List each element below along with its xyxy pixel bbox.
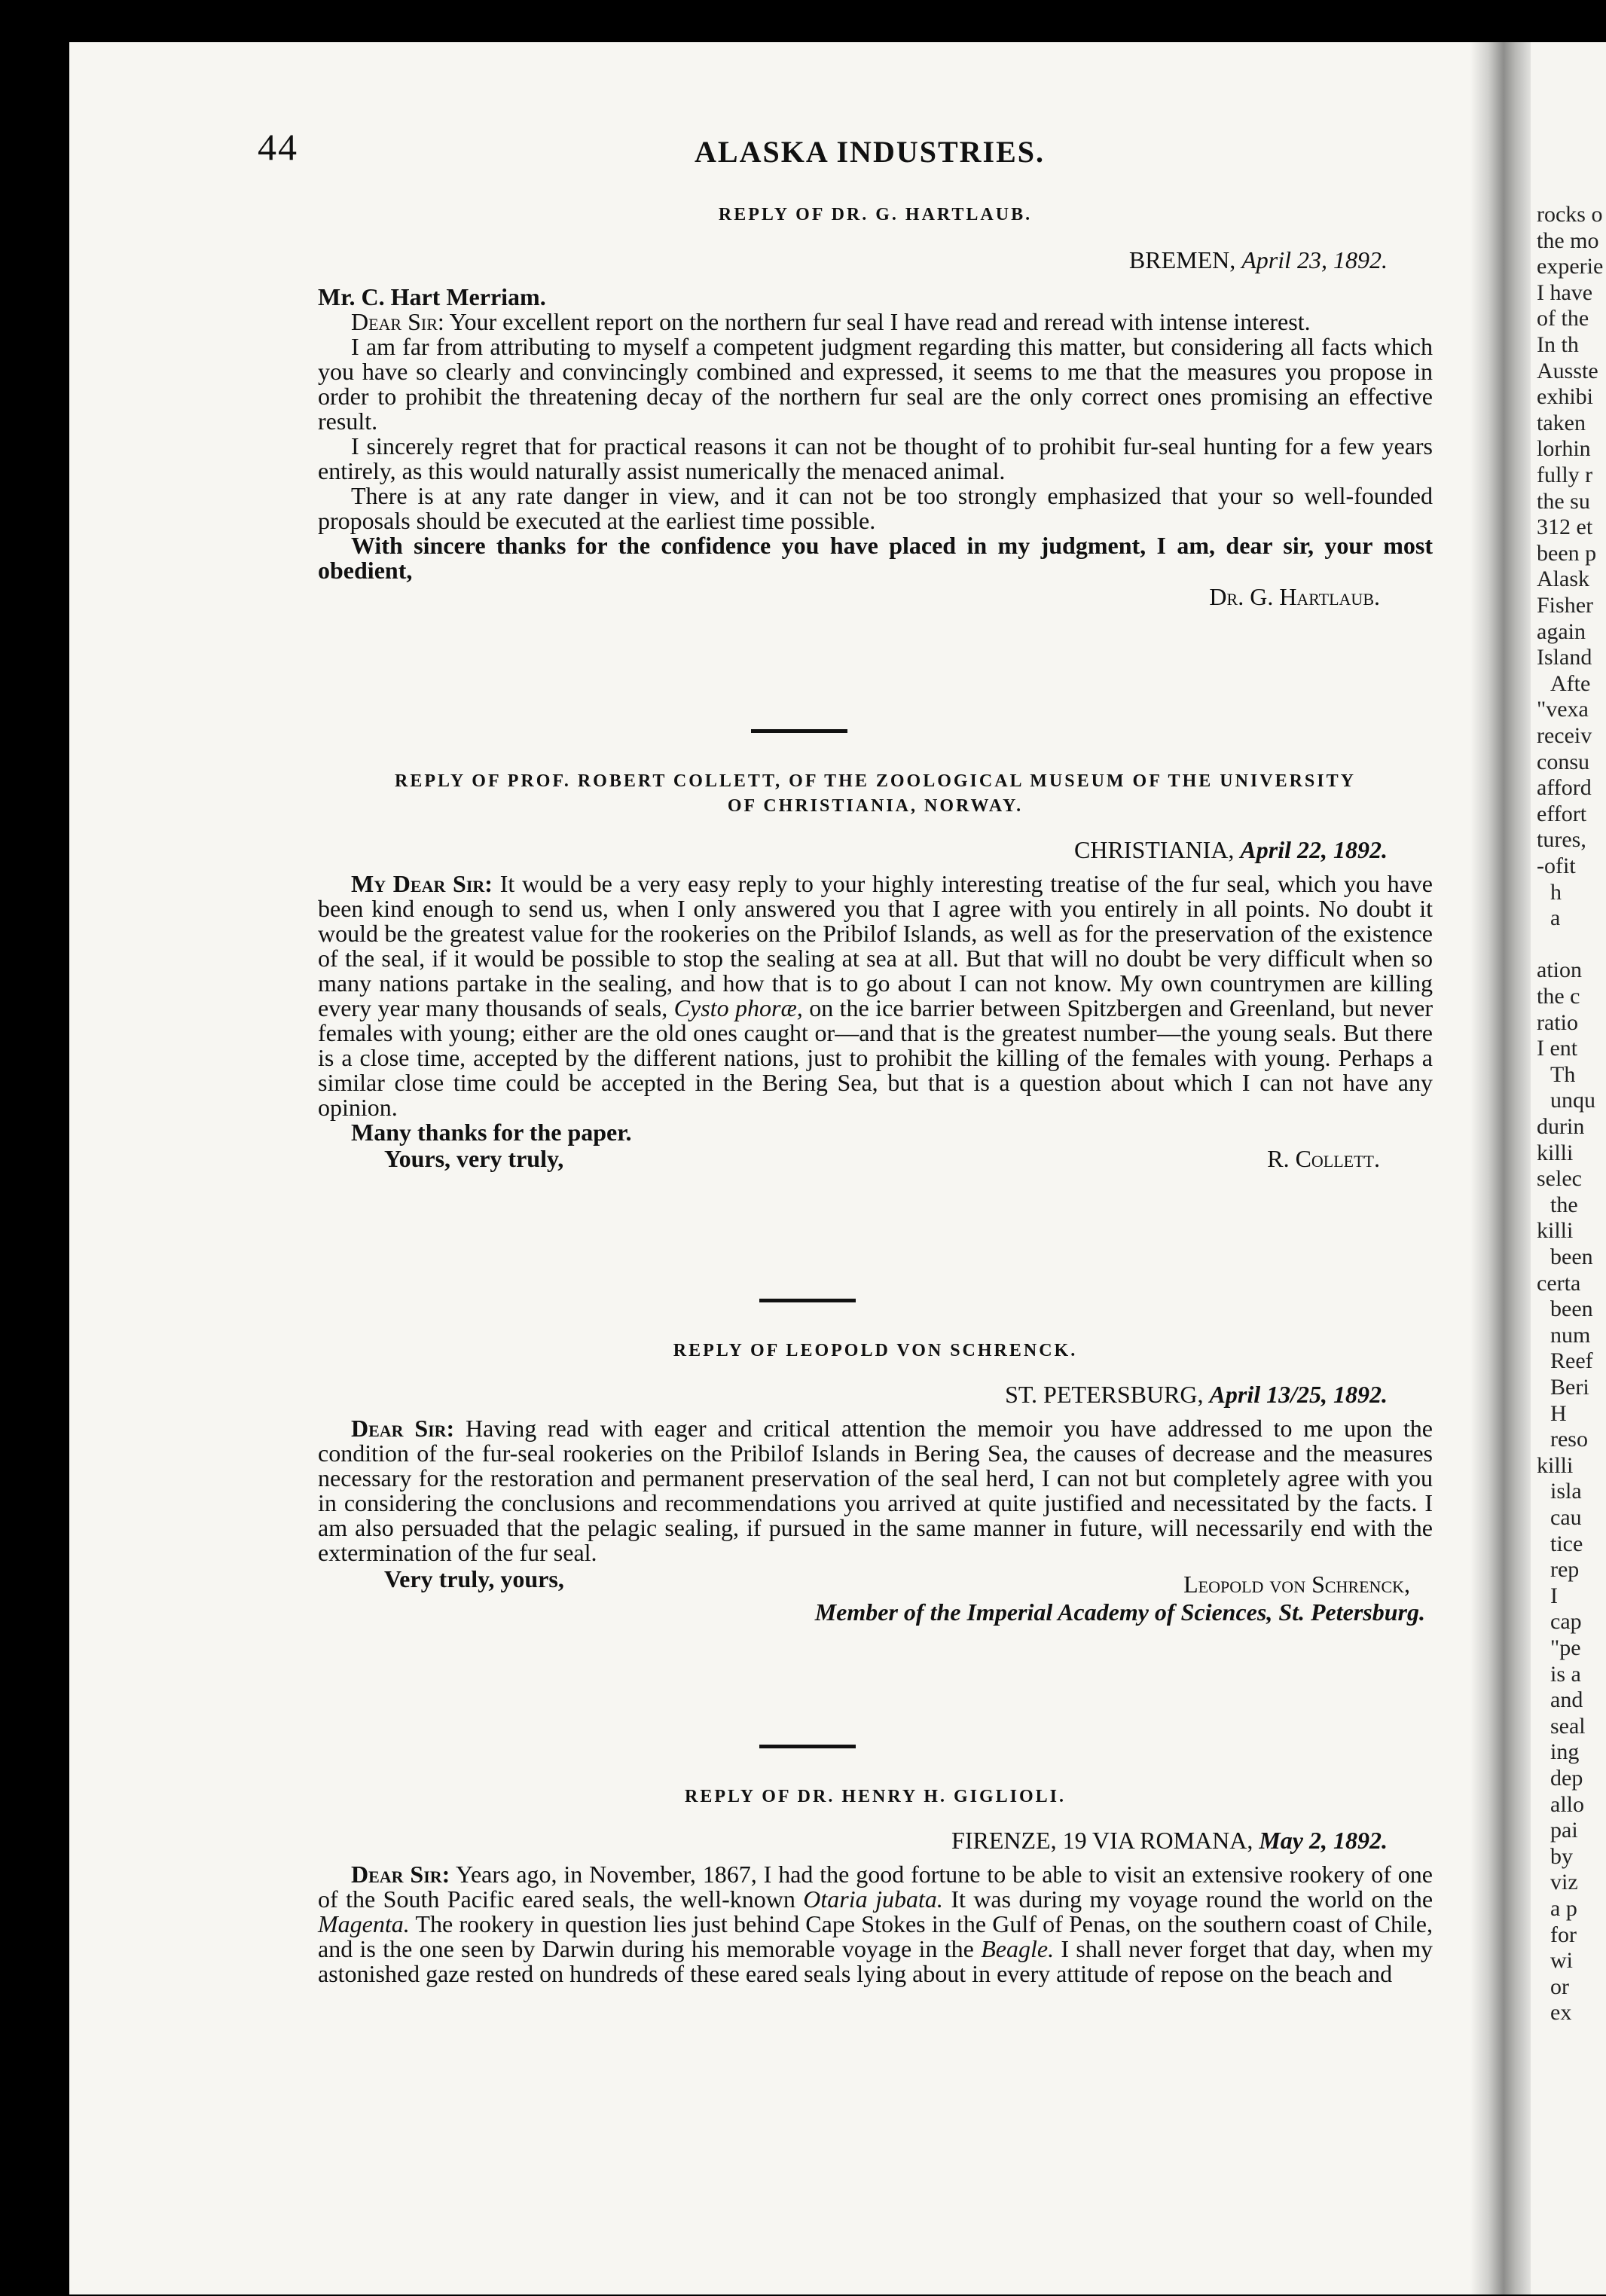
book-gutter	[1470, 42, 1531, 2294]
paragraph: With sincere thanks for the confidence you have placed in my judgment, I am, dear sir, your most obedient,	[318, 532, 1433, 584]
adjacent-page-fragment: killi	[1537, 1140, 1574, 1165]
letter-caption: REPLY OF DR. HENRY H. GIGLIOLI.	[685, 1787, 1066, 1806]
adjacent-page-fragment: been	[1550, 1296, 1593, 1322]
letter-caption: REPLY OF PROF. ROBERT COLLETT, OF THE ZOOLOGICAL MUSEUM OF THE UNIVERSITY	[395, 771, 1356, 791]
separator-rule	[759, 1745, 856, 1748]
dateline-date: April 22, 1892.	[1240, 836, 1388, 863]
signature: Dr. G. Hartlaub.	[1209, 583, 1380, 610]
letter-caption-line2: OF CHRISTIANIA, NORWAY.	[727, 796, 1024, 816]
adjacent-page-fragment: experie	[1537, 254, 1604, 279]
adjacent-page-fragment: rep	[1550, 1557, 1580, 1583]
page-number: 44	[258, 126, 298, 168]
signature: Leopold von Schrenck,	[1183, 1571, 1410, 1598]
adjacent-page-fragment: killi	[1537, 1452, 1574, 1478]
dateline-place: ST. PETERSBURG,	[1005, 1381, 1204, 1408]
adjacent-page-fragment: a p	[1550, 1896, 1577, 1921]
adjacent-page-fragment: Afte	[1550, 670, 1591, 696]
adjacent-page-fragment: fully r	[1537, 463, 1593, 487]
adjacent-page-fragment: I	[1550, 1583, 1558, 1608]
dateline	[318, 246, 1433, 274]
letter-hartlaub	[318, 205, 1433, 611]
letter-caption: REPLY OF DR. G. HARTLAUB.	[718, 205, 1033, 224]
adjacent-page-fragment: wi	[1550, 1948, 1573, 1974]
adjacent-page-fragment: taken	[1537, 410, 1586, 435]
adjacent-page-fragment: and	[1550, 1687, 1583, 1713]
paragraph-text: Years ago, in November, 1867, I had the good fortune to be able to visit an extensive rookery of one of the South Pacific eared seals, the well-known	[318, 1861, 1433, 1913]
adjacent-page-fragment: effort	[1537, 801, 1587, 826]
adjacent-page-fragment: Th	[1550, 1061, 1576, 1087]
paragraph-text: It would be a very easy reply to your highly interesting treatise of the fur seal, which you have been kind enough to send us, when I only answered you that I agree with you entirely in all points. No doubt it would be the greatest value for the rookeries on the Pribilof Islands, as well as for the preservation of the existence of the seal, if it would be possible to stop the sealing at sea at all. But that will no doubt be very difficult when so many nations partake in the sealing, and how that is to go about I can not know. My own countrymen are killing every year many thousands of seals,	[318, 870, 1433, 1021]
letter-collett	[318, 771, 1433, 1172]
paragraph-text: Having read with eager and critical attention the memoir you have addressed to me upon the condition of the fur-seal rookeries on the Pribilof Islands in Bering Sea, the causes of decrease and the measures necessary for the restoration and permanent preservation of the seal herd, I can not but completely agree with you in considering the conclusions and recommendations you arrived at quite justified and necessitated by the facts. I am also persuaded that the pelagic sealing, if pursued in the same manner in future, will necessarily end with the extermination of the fur seal.	[318, 1415, 1433, 1566]
paragraph-text: It was during my voyage round the world on the	[951, 1885, 1433, 1913]
letter-caption: REPLY OF LEOPOLD VON SCHRENCK.	[673, 1341, 1078, 1360]
book-page	[69, 42, 1604, 2294]
adjacent-page-fragment: ratio	[1537, 1009, 1578, 1035]
adjacent-page-fragment: lorhin	[1537, 436, 1591, 462]
salutation: Dear Sir:	[351, 1861, 450, 1888]
adjacent-page-fragment: for	[1550, 1922, 1577, 1947]
adjacent-page-fragment: been p	[1537, 540, 1597, 566]
dateline-place: BREMEN,	[1128, 246, 1236, 273]
dateline-place: CHRISTIANIA,	[1073, 836, 1235, 863]
adjacent-page-fragment: seal	[1550, 1713, 1586, 1739]
adjacent-page-fragment: In th	[1537, 332, 1579, 357]
adjacent-page-fragment: "vexa	[1537, 697, 1589, 722]
adjacent-page-fragment: h	[1550, 879, 1562, 905]
adjacent-page-fragment: rocks o	[1537, 202, 1603, 227]
dateline	[318, 836, 1433, 864]
adjacent-page-fragment: ex	[1550, 2000, 1572, 2026]
adjacent-page-fragment: the	[1550, 1192, 1578, 1217]
adjacent-page-fragment: Alask	[1537, 566, 1589, 592]
paragraph	[318, 1416, 1433, 1565]
adjacent-page-fragment: Ausste	[1537, 358, 1598, 383]
adjacent-page-fragment: durin	[1537, 1114, 1585, 1139]
adjacent-page-fragment: I ent	[1537, 1036, 1578, 1061]
letter-schrenck	[318, 1341, 1433, 1626]
adjacent-page-fragment: -ofit	[1537, 853, 1576, 878]
thanks-line: Many thanks for the paper.	[351, 1119, 632, 1146]
adjacent-page-fragment: I have	[1537, 279, 1593, 305]
adjacent-page-fragment: cap	[1550, 1609, 1582, 1635]
adjacent-page-fragment: dep	[1550, 1766, 1583, 1791]
paragraph-text: Your excellent report on the northern fur seal I have read and reread with intense interest.	[449, 308, 1311, 335]
letter-giglioli	[318, 1787, 1433, 1986]
dateline-place: FIRENZE, 19 VIA ROMANA,	[951, 1827, 1253, 1854]
paragraph	[318, 310, 1433, 334]
adjacent-page-fragment: by	[1550, 1843, 1573, 1869]
salutation: Dear Sir:	[351, 1415, 455, 1442]
species-name: Cysto phoræ,	[673, 994, 803, 1021]
adjacent-page-fragment: the su	[1537, 488, 1590, 514]
paragraph: There is at any rate danger in view, and it can not be too strongly emphasized that your so well-founded proposals should be executed at the earliest time possible.	[318, 482, 1433, 534]
adjacent-page-fragment: "pe	[1550, 1635, 1581, 1660]
dateline	[318, 1381, 1433, 1409]
paragraph	[318, 1862, 1433, 1986]
adjacent-page-fragment: or	[1550, 1974, 1569, 1999]
adjacent-page-fragment: consu	[1537, 749, 1589, 774]
adjacent-page-fragment: ation	[1537, 957, 1582, 983]
adjacent-page-fragment: a	[1550, 905, 1561, 931]
adjacent-page-fragment: 312 et	[1537, 514, 1593, 540]
salutation: Dear Sir:	[351, 308, 444, 335]
paragraph	[318, 872, 1433, 1120]
paragraph-text: on the ice barrier between Spitzbergen and Greenland, but never females with young; either are the old ones caught or—and that is the greatest number—the young seals. But there is a close time, accepted by the different nations, just to prohibit the killing of the females with young. Perhaps a similar close time could be accepted in the Bering Sea, but that is a question about which I can not have any opinion.	[318, 994, 1433, 1121]
paragraph-text: I shall never forget that day, when my astonished gaze rested on hundreds of these eared seals lying about in every attitude of repose on the beach and	[318, 1935, 1433, 1987]
closing-row	[318, 1145, 1433, 1172]
paragraph: I sincerely regret that for practical reasons it can not be thought of to prohibit fur-seal hunting for a few years entirely, as this would naturally assist numerically the menaced animal.	[318, 432, 1433, 484]
adjacent-page-fragment: certa	[1537, 1270, 1581, 1296]
adjacent-page-fragment: H	[1550, 1400, 1567, 1426]
adjacent-page-fragment: allo	[1550, 1791, 1584, 1817]
adjacent-page-fragment: afford	[1537, 775, 1592, 801]
adjacent-page-fragment: the c	[1537, 984, 1580, 1009]
dateline-date: April 23, 1892.	[1241, 246, 1388, 273]
adjacent-page-fragment: reso	[1550, 1427, 1588, 1452]
signature: R. Collett.	[1267, 1145, 1380, 1172]
dateline-date: May 2, 1892.	[1259, 1827, 1388, 1854]
adjacent-page-fragment: been	[1550, 1244, 1593, 1269]
signatory-title: Member of the Imperial Academy of Sciences, St. Petersburg.	[814, 1598, 1425, 1626]
dateline-date: April 13/25, 1892.	[1209, 1381, 1388, 1408]
separator-rule	[759, 1299, 856, 1302]
adjacent-page-fragment: receiv	[1537, 723, 1592, 748]
running-title: ALASKA INDUSTRIES.	[695, 135, 1046, 169]
adjacent-page-fragment: ing	[1550, 1739, 1580, 1765]
ship-name: Magenta.	[318, 1910, 410, 1937]
dateline	[318, 1827, 1433, 1855]
adjacent-page-fragment: of the	[1537, 306, 1589, 331]
salutation: My Dear Sir:	[351, 870, 493, 897]
adjacent-page-fragment: Beri	[1550, 1375, 1589, 1400]
adjacent-page-fragment: num	[1550, 1322, 1591, 1348]
adjacent-page-fragment: cau	[1550, 1505, 1582, 1530]
separator-rule	[751, 729, 847, 733]
adjacent-page-fragment: exhibi	[1537, 384, 1593, 410]
adjacent-page-fragment: Reef	[1550, 1348, 1593, 1374]
adjacent-page-fragment: pai	[1550, 1818, 1578, 1843]
adjacent-page-fragment: isla	[1550, 1479, 1582, 1504]
addressee: Mr. C. Hart Merriam.	[318, 283, 546, 310]
adjacent-page-fragment: tice	[1550, 1531, 1583, 1556]
ship-name: Beagle.	[981, 1935, 1055, 1962]
adjacent-page-fragment: is a	[1550, 1661, 1581, 1687]
closing: Very truly, yours,	[384, 1565, 564, 1592]
paragraph-text: The rookery in question lies just behind Cape Stokes in the Gulf of Penas, on the southern coast of Chile, and is the one seen by Darwin during his memorable voyage in the	[318, 1910, 1433, 1962]
adjacent-page-fragment: again	[1537, 618, 1586, 644]
closing: Yours, very truly,	[384, 1145, 564, 1172]
adjacent-page-fragment: the mo	[1537, 227, 1599, 253]
adjacent-page-fragment: Fisher	[1537, 593, 1593, 618]
adjacent-page-fragment: killi	[1537, 1218, 1574, 1244]
adjacent-page-fragment: Island	[1537, 645, 1592, 670]
adjacent-page-fragment: unqu	[1550, 1088, 1595, 1113]
paragraph: I am far from attributing to myself a competent judgment regarding this matter, but considering all facts which you have so clearly and convincingly combined and expressed, it seems to me that the measures you propose in order to prohibit the threatening decay of the northern fur seal are the only correct ones promising an effective result.	[318, 333, 1433, 435]
adjacent-page-fragment: viz	[1550, 1870, 1578, 1895]
species-name: Otaria jubata.	[803, 1885, 943, 1913]
adjacent-page-fragment: tures,	[1537, 827, 1586, 853]
adjacent-page-fragment: selec	[1537, 1166, 1582, 1192]
